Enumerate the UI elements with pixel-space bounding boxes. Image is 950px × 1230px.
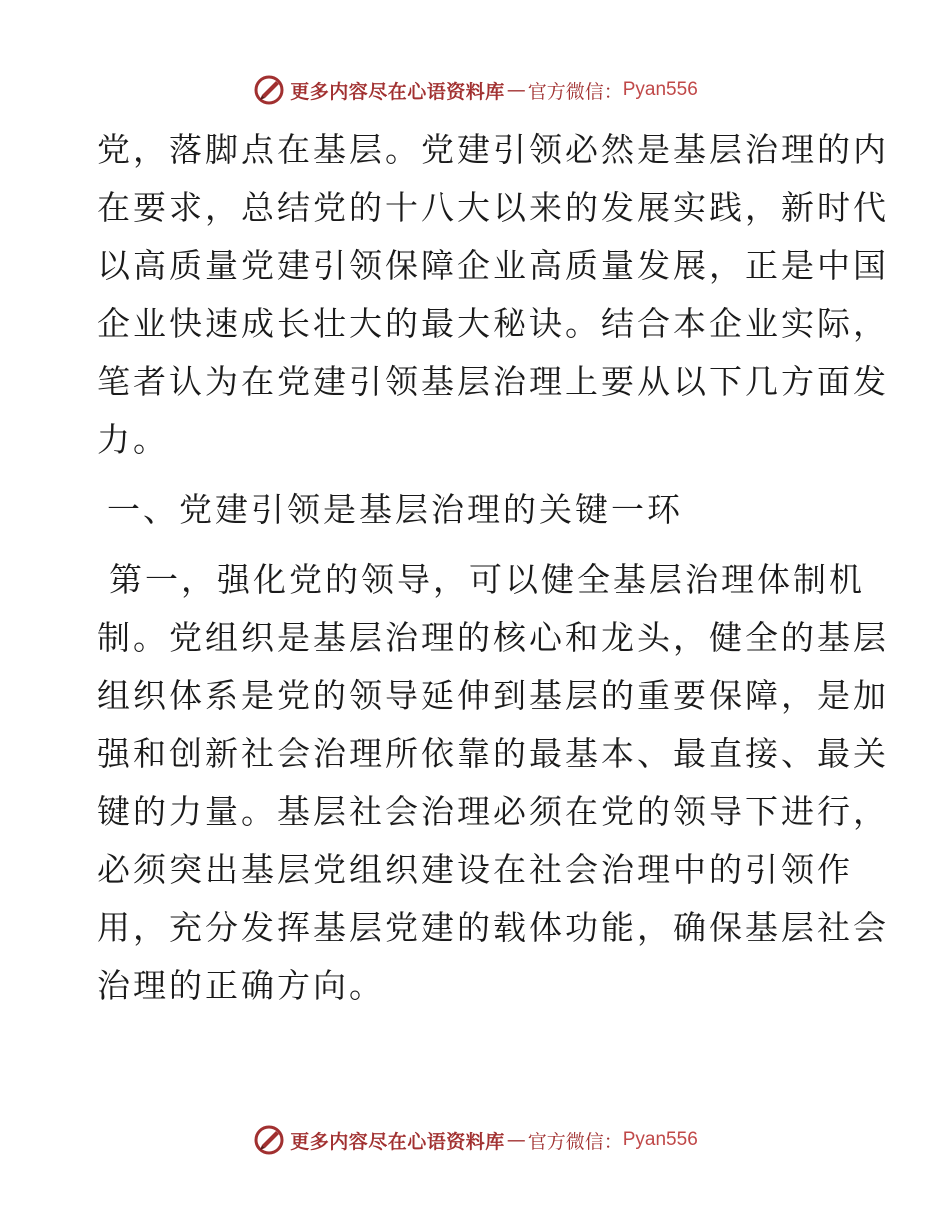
text-line: 治理的正确方向。 — [97, 966, 385, 1005]
text-line: 用，充分发挥基层党建的载体功能，确保基层社会 — [97, 908, 889, 947]
text-line: 笔者认为在党建引领基层治理上要从以下几方面发 — [97, 362, 889, 401]
text-line: 必须突出基层党组织建设在社会治理中的引领作 — [97, 850, 853, 889]
pen-logo-icon — [252, 73, 286, 107]
watermark-separator: — — [506, 1129, 526, 1151]
text-line: 第一，强化党的领导，可以健全基层治理体制机 — [109, 560, 865, 599]
watermark-wechat-id: Pyan556 — [622, 79, 698, 100]
text-line: 在要求，总结党的十八大以来的发展实践，新时代 — [97, 188, 889, 227]
text-line: 组织体系是党的领导延伸到基层的重要保障，是加 — [97, 676, 889, 715]
watermark-label: 官方微信： — [527, 1130, 623, 1153]
text-line: 强和创新社会治理所依靠的最基本、最直接、最关 — [97, 734, 889, 773]
watermark-label: 官方微信： — [527, 80, 623, 103]
pen-logo-icon — [252, 1123, 286, 1157]
footer-watermark — [0, 1120, 950, 1160]
watermark-text: 更多内容尽在心语资料库 — [290, 1130, 505, 1153]
paragraph-intro — [97, 121, 889, 469]
text-line: 制。党组织是基层治理的核心和龙头，健全的基层 — [97, 618, 889, 657]
document-body — [97, 121, 889, 1015]
text-line: 党，落脚点在基层。党建引领必然是基层治理的内 — [97, 130, 889, 169]
watermark-separator: — — [506, 79, 526, 101]
header-watermark — [0, 70, 950, 110]
section-heading: 一、党建引领是基层治理的关键一环 — [107, 490, 683, 529]
text-line: 键的力量。基层社会治理必须在党的领导下进行， — [97, 792, 889, 831]
watermark-wechat-id: Pyan556 — [622, 1129, 698, 1150]
watermark-text: 更多内容尽在心语资料库 — [290, 80, 505, 103]
paragraph-first-point — [97, 551, 889, 1015]
text-line: 企业快速成长壮大的最大秘诀。结合本企业实际， — [97, 304, 889, 343]
text-line: 以高质量党建引领保障企业高质量发展，正是中国 — [97, 246, 889, 285]
text-line: 力。 — [97, 420, 169, 459]
